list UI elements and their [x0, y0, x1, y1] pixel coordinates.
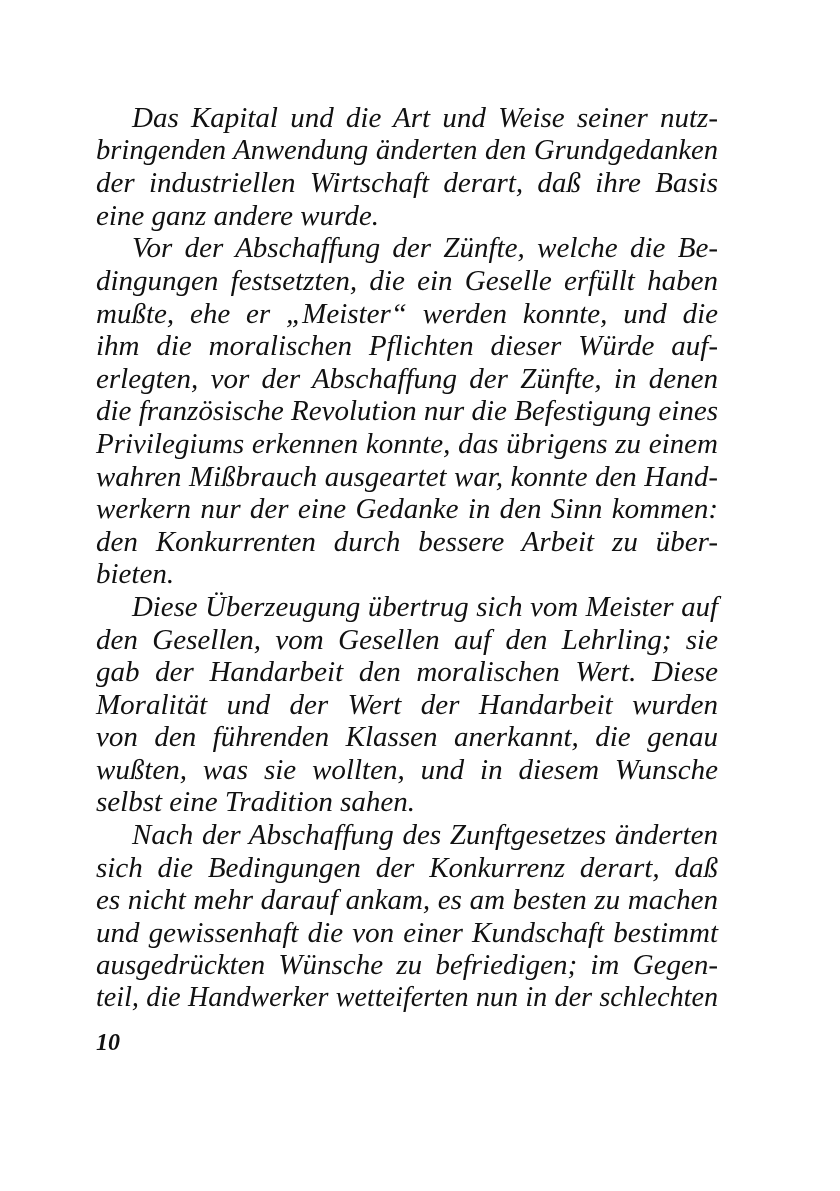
text-line: teil, die Handwerker wetteiferten nun in der schlechten	[96, 982, 718, 1014]
text-line: Das Kapital und die Art und Weise seiner nutz-	[132, 102, 718, 134]
text-line: wußten, was sie wollten, und in diesem Wunsche	[96, 753, 718, 786]
text-line: es nicht mehr darauf ankam, es am besten zu machen	[96, 884, 718, 917]
body-text	[96, 102, 718, 1015]
text-line: bieten.	[96, 558, 175, 591]
text-line: ihm die moralischen Pflichten dieser Würde auf-	[96, 330, 718, 363]
page-number: 10	[96, 1030, 120, 1056]
text-line: Privilegiums erkennen konnte, das übrigens zu einem	[96, 427, 718, 460]
text-line: Nach der Abschaffung des Zunftgesetzes änderten	[132, 819, 718, 852]
text-line: sich die Bedingungen der Konkurrenz derart, daß	[96, 851, 718, 884]
text-line: und gewissenhaft die von einer Kundschaft bestimmt	[96, 916, 718, 949]
text-line: Diese Überzeugung übertrug sich vom Meister auf	[132, 590, 718, 623]
text-line: selbst eine Tradition sahen.	[96, 786, 415, 819]
text-line: die französische Revolution nur die Befestigung eines	[96, 395, 718, 428]
text-line: der industriellen Wirtschaft derart, daß ihre Basis	[96, 167, 718, 200]
text-line: mußte, ehe er „Meister“ werden konnte, und die	[96, 297, 718, 330]
text-line: den Konkurrenten durch bessere Arbeit zu über-	[96, 525, 718, 558]
text-line: eine ganz andere wurde.	[96, 199, 379, 232]
text-line: gab der Handarbeit den moralischen Wert. Diese	[96, 656, 718, 689]
text-line: werkern nur der eine Gedanke in den Sinn kommen:	[96, 493, 718, 526]
text-line: bringenden Anwendung änderten den Grundgedanken	[96, 134, 718, 166]
text-line: ausgedrückten Wünsche zu befriedigen; im Gegen-	[96, 949, 718, 982]
text-line: von den führenden Klassen anerkannt, die genau	[96, 721, 718, 754]
text-line: erlegten, vor der Abschaffung der Zünfte, in denen	[96, 362, 718, 395]
text-line: Vor der Abschaffung der Zünfte, welche die Be-	[132, 232, 718, 265]
text-line: den Gesellen, vom Gesellen auf den Lehrling; sie	[96, 623, 718, 656]
text-line: wahren Mißbrauch ausgeartet war, konnte den Hand-	[96, 460, 718, 493]
text-line: Moralität und der Wert der Handarbeit wurden	[96, 688, 718, 721]
text-line: dingungen festsetzten, die ein Geselle erfüllt haben	[96, 264, 718, 297]
